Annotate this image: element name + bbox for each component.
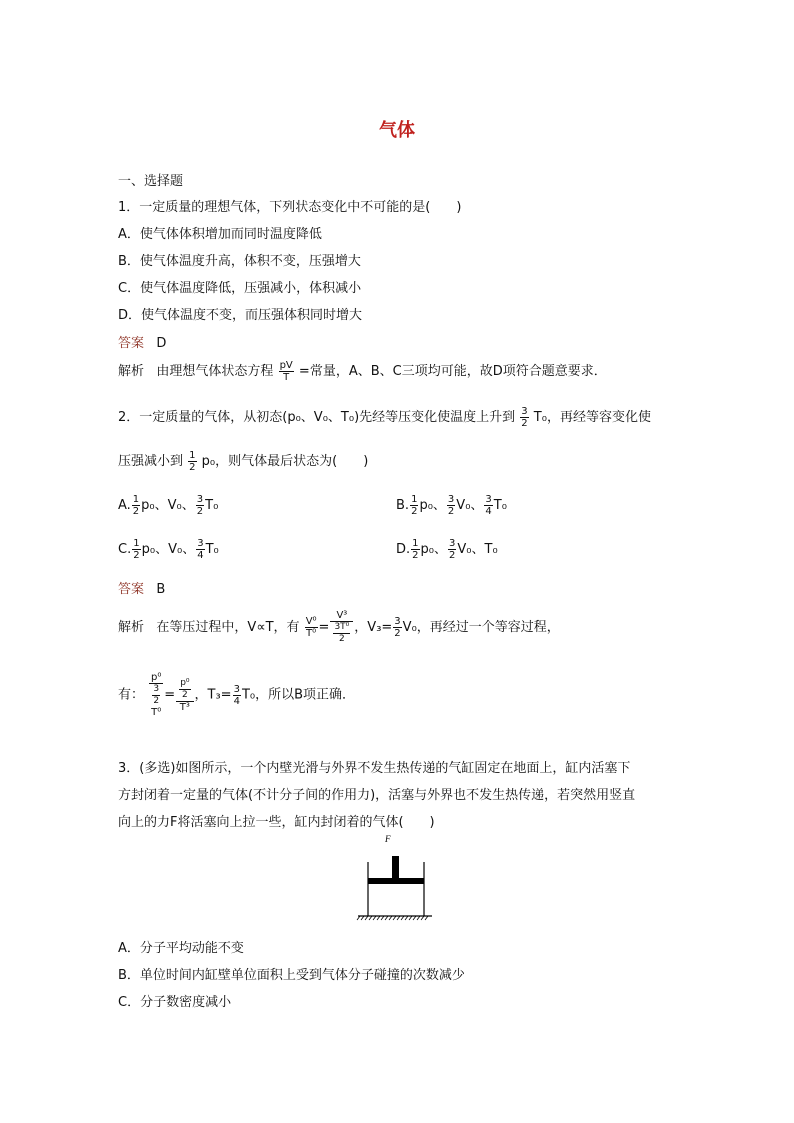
analysis-text: =常量，A、B、C三项均可能，故D项符合题意要求．: [298, 364, 607, 379]
q1-option-c[interactable]: C．使气体温度降低，压强减小，体积减小: [118, 281, 362, 296]
cylinder-piston-figure: [352, 832, 432, 924]
q2-option-c[interactable]: C. $\frac{1}{2}$ p₀、V₀、 $\frac{3}{4}$ T₀: [118, 538, 219, 561]
answer-value: B: [156, 582, 166, 597]
fraction: $\frac{3}{2}$: [521, 406, 528, 429]
q3-option-b[interactable]: B．单位时间内缸壁单位面积上受到气体分子碰撞的次数减少: [118, 968, 465, 983]
q2-analysis-line2: 有： p⁰ 3 2 T⁰ = p⁰ 2 T³ ，T₃= $\frac{3}{4}$ T₀，所以B项正确．: [118, 672, 356, 718]
section-heading: 一、选择题: [118, 174, 184, 189]
answer-label: 答案: [118, 336, 145, 351]
q2-option-a[interactable]: A. $\frac{1}{2}$ p₀、V₀、 $\frac{3}{2}$ T₀: [118, 494, 219, 517]
q1-analysis: [118, 360, 607, 383]
analysis-text: 由理想气体状态方程: [156, 364, 274, 379]
fraction: $\frac{pV}{T}$: [279, 360, 293, 383]
q1-option-d[interactable]: D．使气体温度不变，而压强体积同时增大: [118, 308, 363, 323]
page-title: 气体: [379, 120, 415, 141]
answer-label: 答案: [118, 582, 145, 597]
q3-stem-line2: 方封闭着一定量的气体(不计分子间的作用力)，活塞与外界也不发生热传递，若突然用竖直: [118, 788, 636, 803]
analysis-label: 解析: [118, 620, 145, 635]
fraction: $\frac{1}{2}$: [189, 450, 196, 473]
q2-answer: [118, 578, 165, 597]
q2-option-b[interactable]: B. $\frac{1}{2}$ p₀、 $\frac{3}{2}$ V₀、 $\frac{3}{4}$ T₀: [396, 494, 507, 517]
q2-analysis-line1: 解析 在等压过程中，V∝T，有 $\frac{\text{V⁰}}{\text{T⁰}}$ = V³ 3T⁰ 2 ，V₃= $\frac{3}{2}$ V₀，再经过一个等容过程，: [118, 610, 560, 644]
q3-option-c[interactable]: C．分子数密度减小: [118, 995, 232, 1010]
q2-stem-line1: 2．一定质量的气体，从初态(p₀、V₀、T₀)先经等压变化使温度上升到 $\frac{3}{2}$ T₀，再经等容变化使: [118, 406, 651, 429]
q2-option-d[interactable]: D. $\frac{1}{2}$ p₀、 $\frac{3}{2}$ V₀、T₀: [396, 538, 498, 561]
q1-option-b[interactable]: B．使气体温度升高，体积不变，压强增大: [118, 254, 361, 269]
q3-stem-line1: 3．(多选)如图所示，一个内壁光滑与外界不发生热传递的气缸固定在地面上，缸内活塞下: [118, 761, 631, 776]
q1-stem: 1．一定质量的理想气体，下列状态变化中不可能的是( ): [118, 200, 462, 215]
q3-stem-line3: 向上的力F将活塞向上拉一些，缸内封闭着的气体( ): [118, 815, 435, 830]
q1-option-a[interactable]: A．使气体体积增加而同时温度降低: [118, 227, 322, 242]
analysis-label: 解析: [118, 364, 145, 379]
q1-answer: [118, 332, 166, 351]
force-label: F: [385, 834, 391, 844]
q3-option-a[interactable]: A．分子平均动能不变: [118, 941, 244, 956]
q2-stem-line2: 压强减小到 $\frac{1}{2}$ p₀，则气体最后状态为( ): [118, 450, 369, 473]
answer-value: D: [156, 336, 167, 351]
